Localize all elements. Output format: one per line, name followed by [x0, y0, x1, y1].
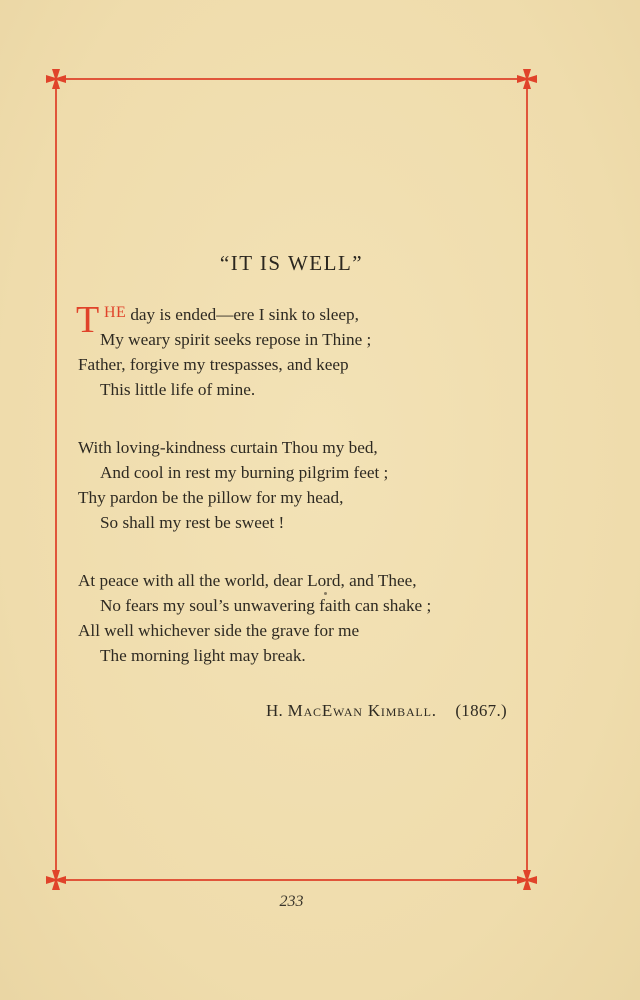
poem-title: “IT IS WELL” — [219, 251, 364, 276]
drop-cap: T — [76, 299, 100, 341]
print-speck — [324, 592, 327, 595]
page-number: 233 — [279, 893, 304, 910]
poem-line: Thy pardon be the pillow for my head, — [78, 488, 344, 507]
frame-rule-top — [56, 78, 527, 80]
publication-year: (1867.) — [455, 701, 507, 720]
author-initial: H. — [265, 701, 284, 720]
poem-line: The morning light may break. — [100, 646, 306, 665]
poem-line: And cool in rest my burning pilgrim feet ; — [100, 463, 389, 482]
cross-pattee-icon — [45, 869, 67, 891]
poem-attribution — [266, 701, 507, 721]
frame-rule-left — [55, 79, 57, 880]
frame-rule-bottom — [56, 879, 527, 881]
cross-pattee-icon — [516, 68, 538, 90]
author-name: MacEwan Kimball. — [287, 701, 437, 720]
drop-cap-continuation: HE — [104, 304, 127, 321]
frame-rule-right — [526, 79, 528, 880]
cross-pattee-icon — [516, 869, 538, 891]
poem-line: No fears my soul’s unwavering faith can shake ; — [100, 596, 432, 615]
poem-line: Father, forgive my trespasses, and keep — [78, 355, 349, 374]
poem-line: At peace with all the world, dear Lord, and Thee, — [78, 571, 417, 590]
poem-line: So shall my rest be sweet ! — [100, 513, 285, 532]
poem-body — [76, 299, 518, 701]
stanza — [78, 568, 518, 668]
poem-line: This little life of mine. — [100, 380, 256, 399]
stanza — [78, 435, 518, 535]
poem-line: With loving-kindness curtain Thou my bed, — [78, 438, 378, 457]
poem-line: My weary spirit seeks repose in Thine ; — [100, 330, 372, 349]
cross-pattee-icon — [45, 68, 67, 90]
poem-line: All well whichever side the grave for me — [78, 621, 360, 640]
stanza — [76, 299, 518, 402]
poem-line-text: day is ended—ere I sink to sleep, — [130, 305, 359, 324]
